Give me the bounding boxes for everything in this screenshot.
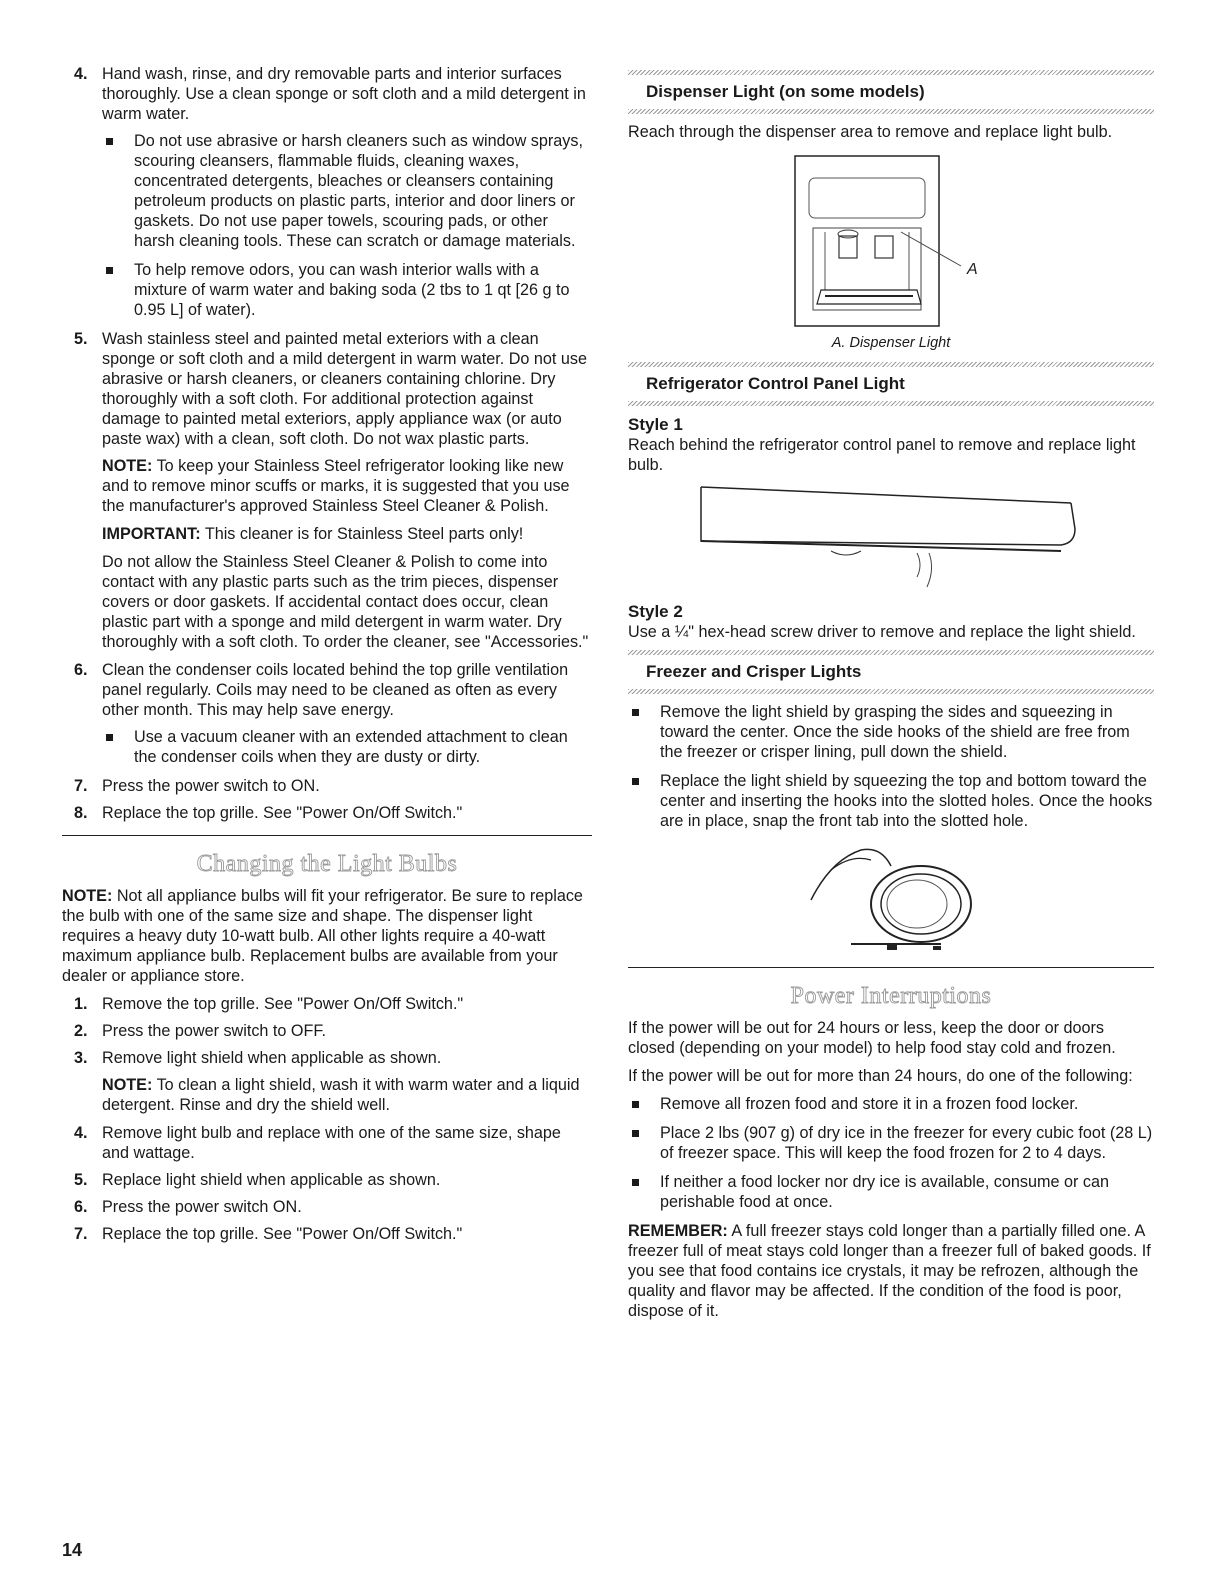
subhead-dispenser-light: Dispenser Light (on some models) [628, 70, 1154, 114]
list-item: To help remove odors, you can wash interior walls with a mixture of warm water and baking soda (2 tbs to 1 qt [26 g to 0.95 L] of water). [102, 260, 592, 320]
list-item: Remove the light shield by grasping the sides and squeezing in toward the center. Once the side hooks of the shield are free from the freezer or crisper lining, pull down the shield. [628, 702, 1154, 762]
bulb-step-3: 3. Remove light shield when applicable as shown. [74, 1049, 442, 1067]
remember-note: REMEMBER: A full freezer stays cold longer than a partially filled one. A freezer full of meat stays cold longer than a freezer full of baked goods. If you see that food contains ice crystals, it may be refrozen, although the quality and flavor may be affected. If the condition of the food is poor, dispose of it. [628, 1222, 1151, 1320]
cleaner-warning: Do not allow the Stainless Steel Cleaner & Polish to come into contact with any plastic parts such as the trim pieces, dispenser covers or door gaskets. If accidental contact does occur, clean plastic part with a sponge and mild detergent in warm water. Dry thoroughly with a soft cloth. To order the cleaner, see "Accessories." [102, 553, 589, 651]
bullet-square-icon [632, 778, 639, 785]
hatch-rule [628, 689, 1154, 694]
step-7: 7. Press the power switch to ON. [74, 777, 320, 795]
section-divider [628, 967, 1154, 968]
bullet-square-icon [632, 1179, 639, 1186]
step-8: 8. Replace the top grille. See "Power On/Off Switch." [74, 804, 463, 822]
list-item: Place 2 lbs (907 g) of dry ice in the freezer for every cubic foot (28 L) of freezer space. This will keep the food frozen for 2 to 4 days. [628, 1123, 1154, 1163]
bulb-step-2: 2. Press the power switch to OFF. [74, 1022, 326, 1040]
style-2-heading: Style 2 [628, 602, 683, 621]
bullet-square-icon [632, 1130, 639, 1137]
bulb-step-4: 4. Remove light bulb and replace with one of the same size, shape and wattage. [74, 1124, 561, 1162]
important-note: IMPORTANT: This cleaner is for Stainless Steel parts only! [102, 525, 524, 543]
step-6: 6. Clean the condenser coils located behind the top grille ventilation panel regularly. Coils may need to be cleaned as often as every other month. This may help save energy. [74, 661, 569, 719]
section-title-power-interruptions: Power Interruptions [790, 983, 992, 1009]
subhead-freezer-crisper: Freezer and Crisper Lights [628, 650, 1154, 694]
bullet-square-icon [632, 709, 639, 716]
section-divider [62, 835, 592, 836]
dispenser-caption: A. Dispenser Light [831, 335, 951, 351]
bullet-square-icon [106, 138, 113, 145]
list-item: Use a vacuum cleaner with an extended attachment to clean the condenser coils when they are dusty or dirty. [102, 727, 592, 767]
light-shield-illustration [791, 840, 991, 955]
subhead-control-panel-light: Refrigerator Control Panel Light [628, 362, 1154, 406]
hatch-rule [628, 109, 1154, 114]
section-title-light-bulbs: Changing the Light Bulbs [196, 851, 458, 877]
stainless-note: NOTE: To keep your Stainless Steel refrigerator looking like new and to remove minor scuffs or marks, it is suggested that you use the manufacturer's approved Stainless Steel Cleaner & Polish. [102, 457, 570, 515]
step-5: 5. Wash stainless steel and painted metal exteriors with a clean sponge or soft cloth and a mild detergent in warm water. Do not use abrasive or harsh cleaners, or cleaners containing chlorine. Dry thoroughly with a soft cloth. For additional protection against damage to painted metal exteriors, apply appliance wax (or auto paste wax) with a clean, soft cloth. Do not wax plastic parts. [74, 330, 587, 448]
callout-label: A [967, 261, 978, 278]
dispenser-text: Reach through the dispenser area to remove and replace light bulb. [628, 123, 1113, 141]
left-column [62, 64, 592, 1251]
power-paragraph-1: If the power will be out for 24 hours or less, keep the door or doors closed (depending on your model) to help food stay cold and frozen. [628, 1019, 1116, 1057]
bulb-step-5: 5. Replace light shield when applicable as shown. [74, 1171, 441, 1189]
list-item: If neither a food locker nor dry ice is available, consume or can perishable food at once. [628, 1172, 1154, 1212]
list-item: Do not use abrasive or harsh cleaners such as window sprays, scouring cleansers, flammable fluids, cleaning waxes, concentrated detergents, bleaches or cleansers containing petroleum products on plastic parts, interior and door liners or gaskets. Do not use paper towels, scouring pads, or other harsh cleaning tools. These can scratch or damage materials. [102, 131, 592, 251]
list-item: Replace the light shield by squeezing the top and bottom toward the center and inserting the hooks into the slotted holes. Once the hooks are in place, snap the front tab into the slotted hole. [628, 771, 1154, 831]
bullet-square-icon [106, 734, 113, 741]
bulb-step-7: 7. Replace the top grille. See "Power On/Off Switch." [74, 1225, 463, 1243]
page-number: 14 [62, 1540, 83, 1560]
bullet-square-icon [106, 267, 113, 274]
hatch-rule [628, 401, 1154, 406]
dispenser-illustration [781, 150, 1001, 330]
step-4: 4. Hand wash, rinse, and dry removable parts and interior surfaces thoroughly. Use a clean sponge or soft cloth and a mild detergent in warm water. [74, 65, 586, 123]
bulb-note: NOTE: Not all appliance bulbs will fit your refrigerator. Be sure to replace the bulb with one of the same size and shape. The dispenser light requires a heavy duty 10-watt bulb. All other lights require a 40-watt maximum appliance bulb. Replacement bulbs are available from your dealer or appliance store. [62, 887, 583, 985]
right-column [628, 64, 1154, 1329]
bulb-step-1: 1. Remove the top grille. See "Power On/Off Switch." [74, 995, 464, 1013]
style-2-text: Use a ¼" hex-head screw driver to remove and replace the light shield. [628, 623, 1136, 641]
control-panel-illustration [691, 483, 1091, 593]
light-shield-note: NOTE: To clean a light shield, wash it with warm water and a liquid detergent. Rinse and dry the shield well. [102, 1076, 580, 1114]
power-paragraph-2: If the power will be out for more than 24 hours, do one of the following: [628, 1067, 1133, 1085]
style-1-heading: Style 1 [628, 415, 683, 434]
list-item: Remove all frozen food and store it in a frozen food locker. [628, 1094, 1154, 1114]
style-1-text: Reach behind the refrigerator control panel to remove and replace light bulb. [628, 436, 1136, 474]
bullet-square-icon [632, 1101, 639, 1108]
bulb-step-6: 6. Press the power switch ON. [74, 1198, 302, 1216]
